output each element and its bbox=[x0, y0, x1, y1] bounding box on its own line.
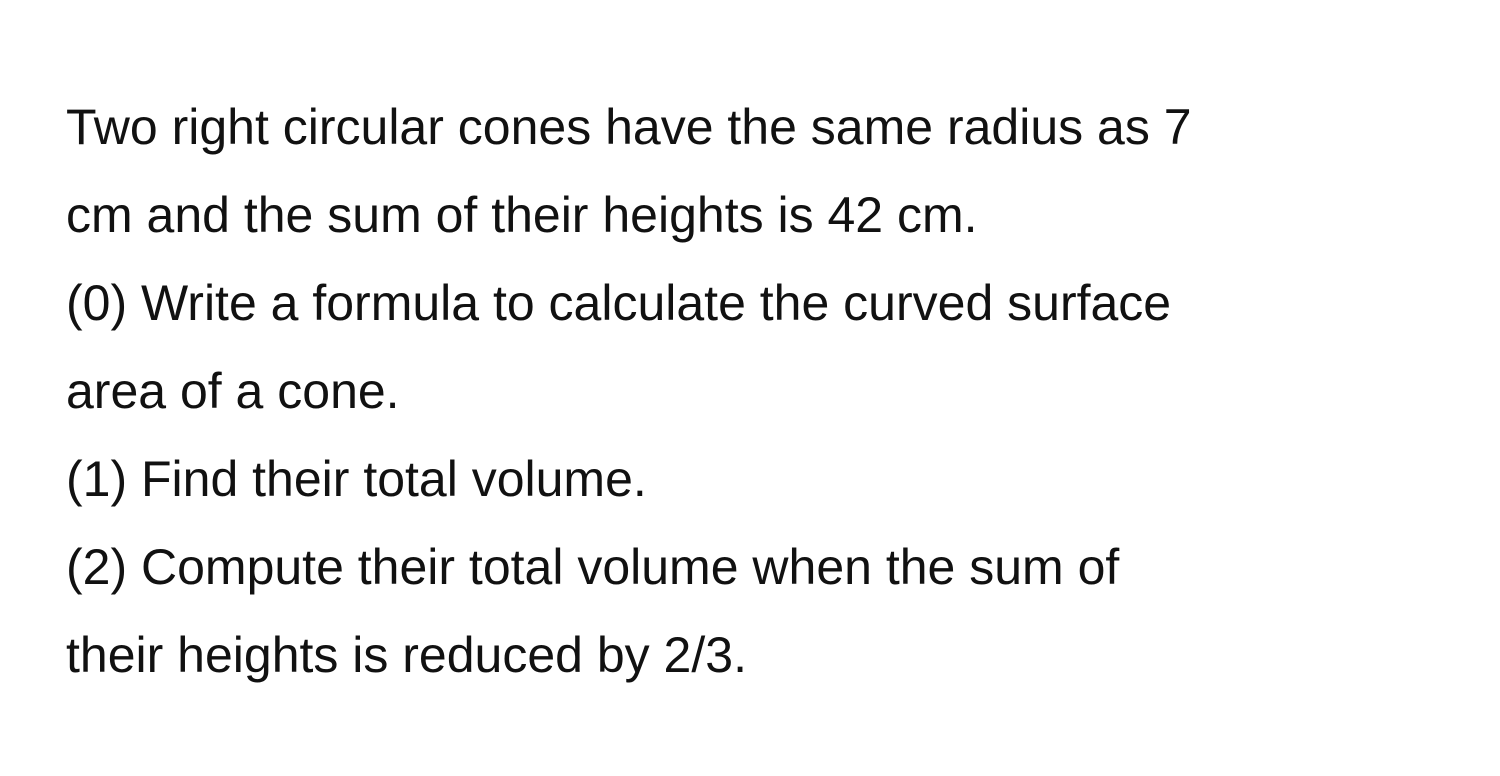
question-line-3: (0) Write a formula to calculate the curved surface bbox=[66, 275, 1172, 331]
question-line-2: cm and the sum of their heights is 42 cm. bbox=[66, 187, 978, 243]
question-line-4: area of a cone. bbox=[66, 363, 400, 419]
question-line-6: (2) Compute their total volume when the sum of bbox=[66, 539, 1120, 595]
question-line-5: (1) Find their total volume. bbox=[66, 451, 647, 507]
question-line-1: Two right circular cones have the same radius as 7 bbox=[66, 99, 1192, 155]
question-line-7: their heights is reduced by 2/3. bbox=[66, 627, 747, 683]
question-text bbox=[66, 83, 1396, 699]
